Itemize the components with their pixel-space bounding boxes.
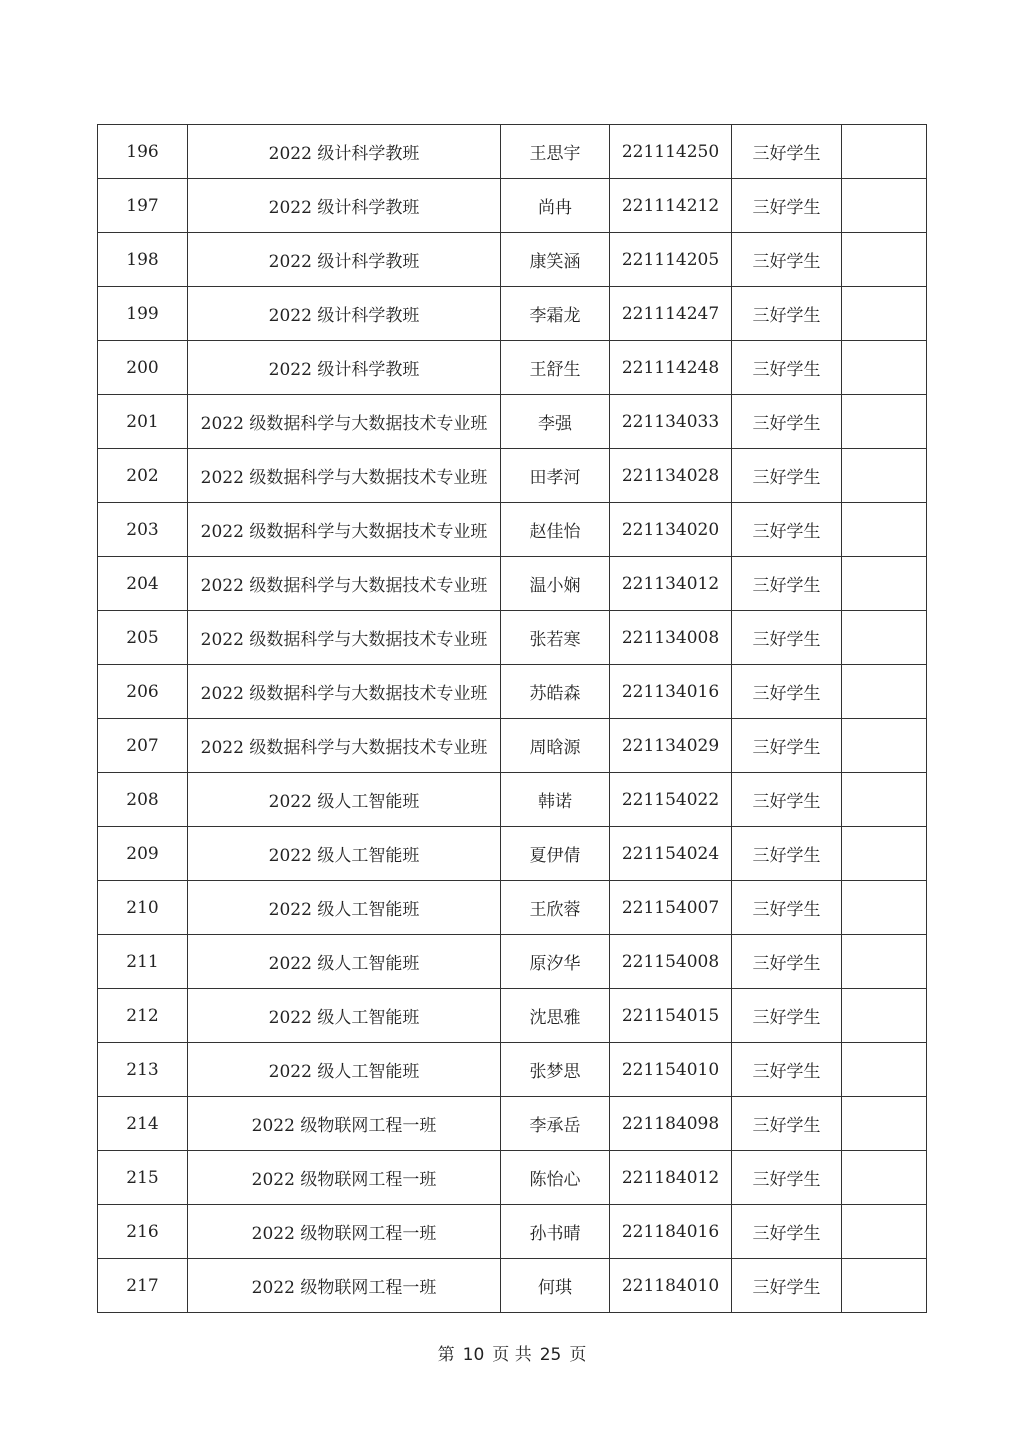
cell-name: 康笑涵 bbox=[501, 233, 610, 287]
cell-class: 2022 级物联网工程一班 bbox=[188, 1097, 501, 1151]
cell-student-id: 221134020 bbox=[610, 503, 732, 557]
cell-name: 王思宇 bbox=[501, 125, 610, 179]
roster-body bbox=[98, 125, 927, 1313]
cell-student-id: 221154010 bbox=[610, 1043, 732, 1097]
footer-middle: 页 共 bbox=[492, 1345, 532, 1365]
cell-number: 209 bbox=[98, 827, 188, 881]
table-row bbox=[98, 881, 927, 935]
cell-student-id: 221184010 bbox=[610, 1259, 732, 1313]
table-row bbox=[98, 557, 927, 611]
cell-student-id: 221154015 bbox=[610, 989, 732, 1043]
cell-student-id: 221114248 bbox=[610, 341, 732, 395]
cell-class: 2022 级数据科学与大数据技术专业班 bbox=[188, 449, 501, 503]
table-row bbox=[98, 1151, 927, 1205]
cell-student-id: 221114247 bbox=[610, 287, 732, 341]
cell-student-id: 221134029 bbox=[610, 719, 732, 773]
cell-note bbox=[842, 665, 927, 719]
cell-class: 2022 级数据科学与大数据技术专业班 bbox=[188, 395, 501, 449]
cell-class: 2022 级数据科学与大数据技术专业班 bbox=[188, 719, 501, 773]
cell-award: 三好学生 bbox=[732, 827, 842, 881]
cell-award: 三好学生 bbox=[732, 1259, 842, 1313]
cell-student-id: 221134016 bbox=[610, 665, 732, 719]
cell-number: 213 bbox=[98, 1043, 188, 1097]
cell-award: 三好学生 bbox=[732, 341, 842, 395]
cell-award: 三好学生 bbox=[732, 1151, 842, 1205]
table-row bbox=[98, 503, 927, 557]
cell-name: 韩诺 bbox=[501, 773, 610, 827]
cell-award: 三好学生 bbox=[732, 503, 842, 557]
cell-class: 2022 级计科学教班 bbox=[188, 341, 501, 395]
cell-class: 2022 级人工智能班 bbox=[188, 881, 501, 935]
cell-student-id: 221134012 bbox=[610, 557, 732, 611]
footer-prefix: 第 bbox=[437, 1345, 455, 1365]
cell-class: 2022 级人工智能班 bbox=[188, 1043, 501, 1097]
cell-name: 苏皓森 bbox=[501, 665, 610, 719]
table-row bbox=[98, 287, 927, 341]
table-row bbox=[98, 827, 927, 881]
current-page-number: 10 bbox=[462, 1345, 485, 1365]
cell-note bbox=[842, 503, 927, 557]
cell-award: 三好学生 bbox=[732, 611, 842, 665]
cell-note bbox=[842, 233, 927, 287]
cell-name: 陈怡心 bbox=[501, 1151, 610, 1205]
cell-class: 2022 级数据科学与大数据技术专业班 bbox=[188, 503, 501, 557]
cell-award: 三好学生 bbox=[732, 881, 842, 935]
cell-name: 赵佳怡 bbox=[501, 503, 610, 557]
cell-note bbox=[842, 557, 927, 611]
cell-note bbox=[842, 1259, 927, 1313]
award-roster-table bbox=[97, 124, 927, 1313]
table-row bbox=[98, 1205, 927, 1259]
cell-number: 214 bbox=[98, 1097, 188, 1151]
cell-name: 王欣蓉 bbox=[501, 881, 610, 935]
cell-student-id: 221134028 bbox=[610, 449, 732, 503]
cell-class: 2022 级数据科学与大数据技术专业班 bbox=[188, 611, 501, 665]
cell-note bbox=[842, 1043, 927, 1097]
cell-name: 孙书晴 bbox=[501, 1205, 610, 1259]
table-row bbox=[98, 1043, 927, 1097]
cell-note bbox=[842, 449, 927, 503]
cell-name: 田孝河 bbox=[501, 449, 610, 503]
cell-student-id: 221184016 bbox=[610, 1205, 732, 1259]
cell-class: 2022 级计科学教班 bbox=[188, 287, 501, 341]
cell-award: 三好学生 bbox=[732, 1097, 842, 1151]
table-row bbox=[98, 449, 927, 503]
cell-award: 三好学生 bbox=[732, 395, 842, 449]
cell-award: 三好学生 bbox=[732, 125, 842, 179]
cell-name: 王舒生 bbox=[501, 341, 610, 395]
cell-class: 2022 级人工智能班 bbox=[188, 827, 501, 881]
cell-class: 2022 级数据科学与大数据技术专业班 bbox=[188, 665, 501, 719]
cell-name: 李强 bbox=[501, 395, 610, 449]
cell-class: 2022 级计科学教班 bbox=[188, 125, 501, 179]
cell-class: 2022 级数据科学与大数据技术专业班 bbox=[188, 557, 501, 611]
cell-note bbox=[842, 881, 927, 935]
cell-award: 三好学生 bbox=[732, 287, 842, 341]
cell-award: 三好学生 bbox=[732, 179, 842, 233]
cell-student-id: 221184098 bbox=[610, 1097, 732, 1151]
cell-number: 206 bbox=[98, 665, 188, 719]
table-row bbox=[98, 179, 927, 233]
cell-name: 温小娴 bbox=[501, 557, 610, 611]
cell-class: 2022 级人工智能班 bbox=[188, 773, 501, 827]
cell-note bbox=[842, 1151, 927, 1205]
cell-student-id: 221114212 bbox=[610, 179, 732, 233]
cell-class: 2022 级物联网工程一班 bbox=[188, 1205, 501, 1259]
cell-number: 215 bbox=[98, 1151, 188, 1205]
cell-award: 三好学生 bbox=[732, 989, 842, 1043]
cell-number: 217 bbox=[98, 1259, 188, 1313]
cell-student-id: 221154024 bbox=[610, 827, 732, 881]
cell-number: 202 bbox=[98, 449, 188, 503]
cell-number: 216 bbox=[98, 1205, 188, 1259]
cell-name: 何琪 bbox=[501, 1259, 610, 1313]
cell-student-id: 221114205 bbox=[610, 233, 732, 287]
cell-class: 2022 级计科学教班 bbox=[188, 233, 501, 287]
cell-note bbox=[842, 935, 927, 989]
table-row bbox=[98, 1097, 927, 1151]
table-row bbox=[98, 395, 927, 449]
cell-award: 三好学生 bbox=[732, 719, 842, 773]
cell-class: 2022 级人工智能班 bbox=[188, 935, 501, 989]
cell-award: 三好学生 bbox=[732, 557, 842, 611]
cell-note bbox=[842, 719, 927, 773]
cell-award: 三好学生 bbox=[732, 1043, 842, 1097]
table-row bbox=[98, 935, 927, 989]
cell-award: 三好学生 bbox=[732, 665, 842, 719]
cell-note bbox=[842, 287, 927, 341]
cell-note bbox=[842, 341, 927, 395]
cell-note bbox=[842, 773, 927, 827]
cell-student-id: 221184012 bbox=[610, 1151, 732, 1205]
cell-class: 2022 级人工智能班 bbox=[188, 989, 501, 1043]
cell-number: 212 bbox=[98, 989, 188, 1043]
cell-award: 三好学生 bbox=[732, 449, 842, 503]
cell-student-id: 221154022 bbox=[610, 773, 732, 827]
cell-note bbox=[842, 395, 927, 449]
cell-student-id: 221154008 bbox=[610, 935, 732, 989]
cell-note bbox=[842, 611, 927, 665]
cell-note bbox=[842, 125, 927, 179]
cell-class: 2022 级计科学教班 bbox=[188, 179, 501, 233]
cell-name: 周晗源 bbox=[501, 719, 610, 773]
cell-name: 李承岳 bbox=[501, 1097, 610, 1151]
cell-number: 199 bbox=[98, 287, 188, 341]
page-footer bbox=[0, 1340, 1024, 1365]
cell-note bbox=[842, 827, 927, 881]
table-row bbox=[98, 233, 927, 287]
table-row bbox=[98, 341, 927, 395]
cell-class: 2022 级物联网工程一班 bbox=[188, 1151, 501, 1205]
table-row bbox=[98, 665, 927, 719]
table-row bbox=[98, 611, 927, 665]
cell-name: 夏伊倩 bbox=[501, 827, 610, 881]
cell-name: 张梦思 bbox=[501, 1043, 610, 1097]
cell-award: 三好学生 bbox=[732, 233, 842, 287]
cell-number: 207 bbox=[98, 719, 188, 773]
table-row bbox=[98, 719, 927, 773]
footer-suffix: 页 bbox=[569, 1345, 587, 1365]
cell-number: 197 bbox=[98, 179, 188, 233]
cell-note bbox=[842, 1205, 927, 1259]
cell-name: 尚冉 bbox=[501, 179, 610, 233]
cell-note bbox=[842, 179, 927, 233]
cell-number: 204 bbox=[98, 557, 188, 611]
cell-student-id: 221114250 bbox=[610, 125, 732, 179]
cell-name: 沈思雅 bbox=[501, 989, 610, 1043]
cell-number: 210 bbox=[98, 881, 188, 935]
cell-class: 2022 级物联网工程一班 bbox=[188, 1259, 501, 1313]
table-row bbox=[98, 1259, 927, 1313]
cell-number: 205 bbox=[98, 611, 188, 665]
cell-name: 原汐华 bbox=[501, 935, 610, 989]
table-row bbox=[98, 125, 927, 179]
cell-note bbox=[842, 989, 927, 1043]
table-row bbox=[98, 989, 927, 1043]
cell-name: 李霜龙 bbox=[501, 287, 610, 341]
cell-number: 211 bbox=[98, 935, 188, 989]
cell-number: 203 bbox=[98, 503, 188, 557]
total-pages-number: 25 bbox=[539, 1345, 562, 1365]
cell-number: 198 bbox=[98, 233, 188, 287]
cell-student-id: 221134008 bbox=[610, 611, 732, 665]
cell-number: 200 bbox=[98, 341, 188, 395]
cell-award: 三好学生 bbox=[732, 1205, 842, 1259]
cell-note bbox=[842, 1097, 927, 1151]
cell-name: 张若寒 bbox=[501, 611, 610, 665]
table-row bbox=[98, 773, 927, 827]
cell-student-id: 221134033 bbox=[610, 395, 732, 449]
cell-award: 三好学生 bbox=[732, 773, 842, 827]
cell-student-id: 221154007 bbox=[610, 881, 732, 935]
cell-number: 208 bbox=[98, 773, 188, 827]
cell-award: 三好学生 bbox=[732, 935, 842, 989]
cell-number: 196 bbox=[98, 125, 188, 179]
cell-number: 201 bbox=[98, 395, 188, 449]
